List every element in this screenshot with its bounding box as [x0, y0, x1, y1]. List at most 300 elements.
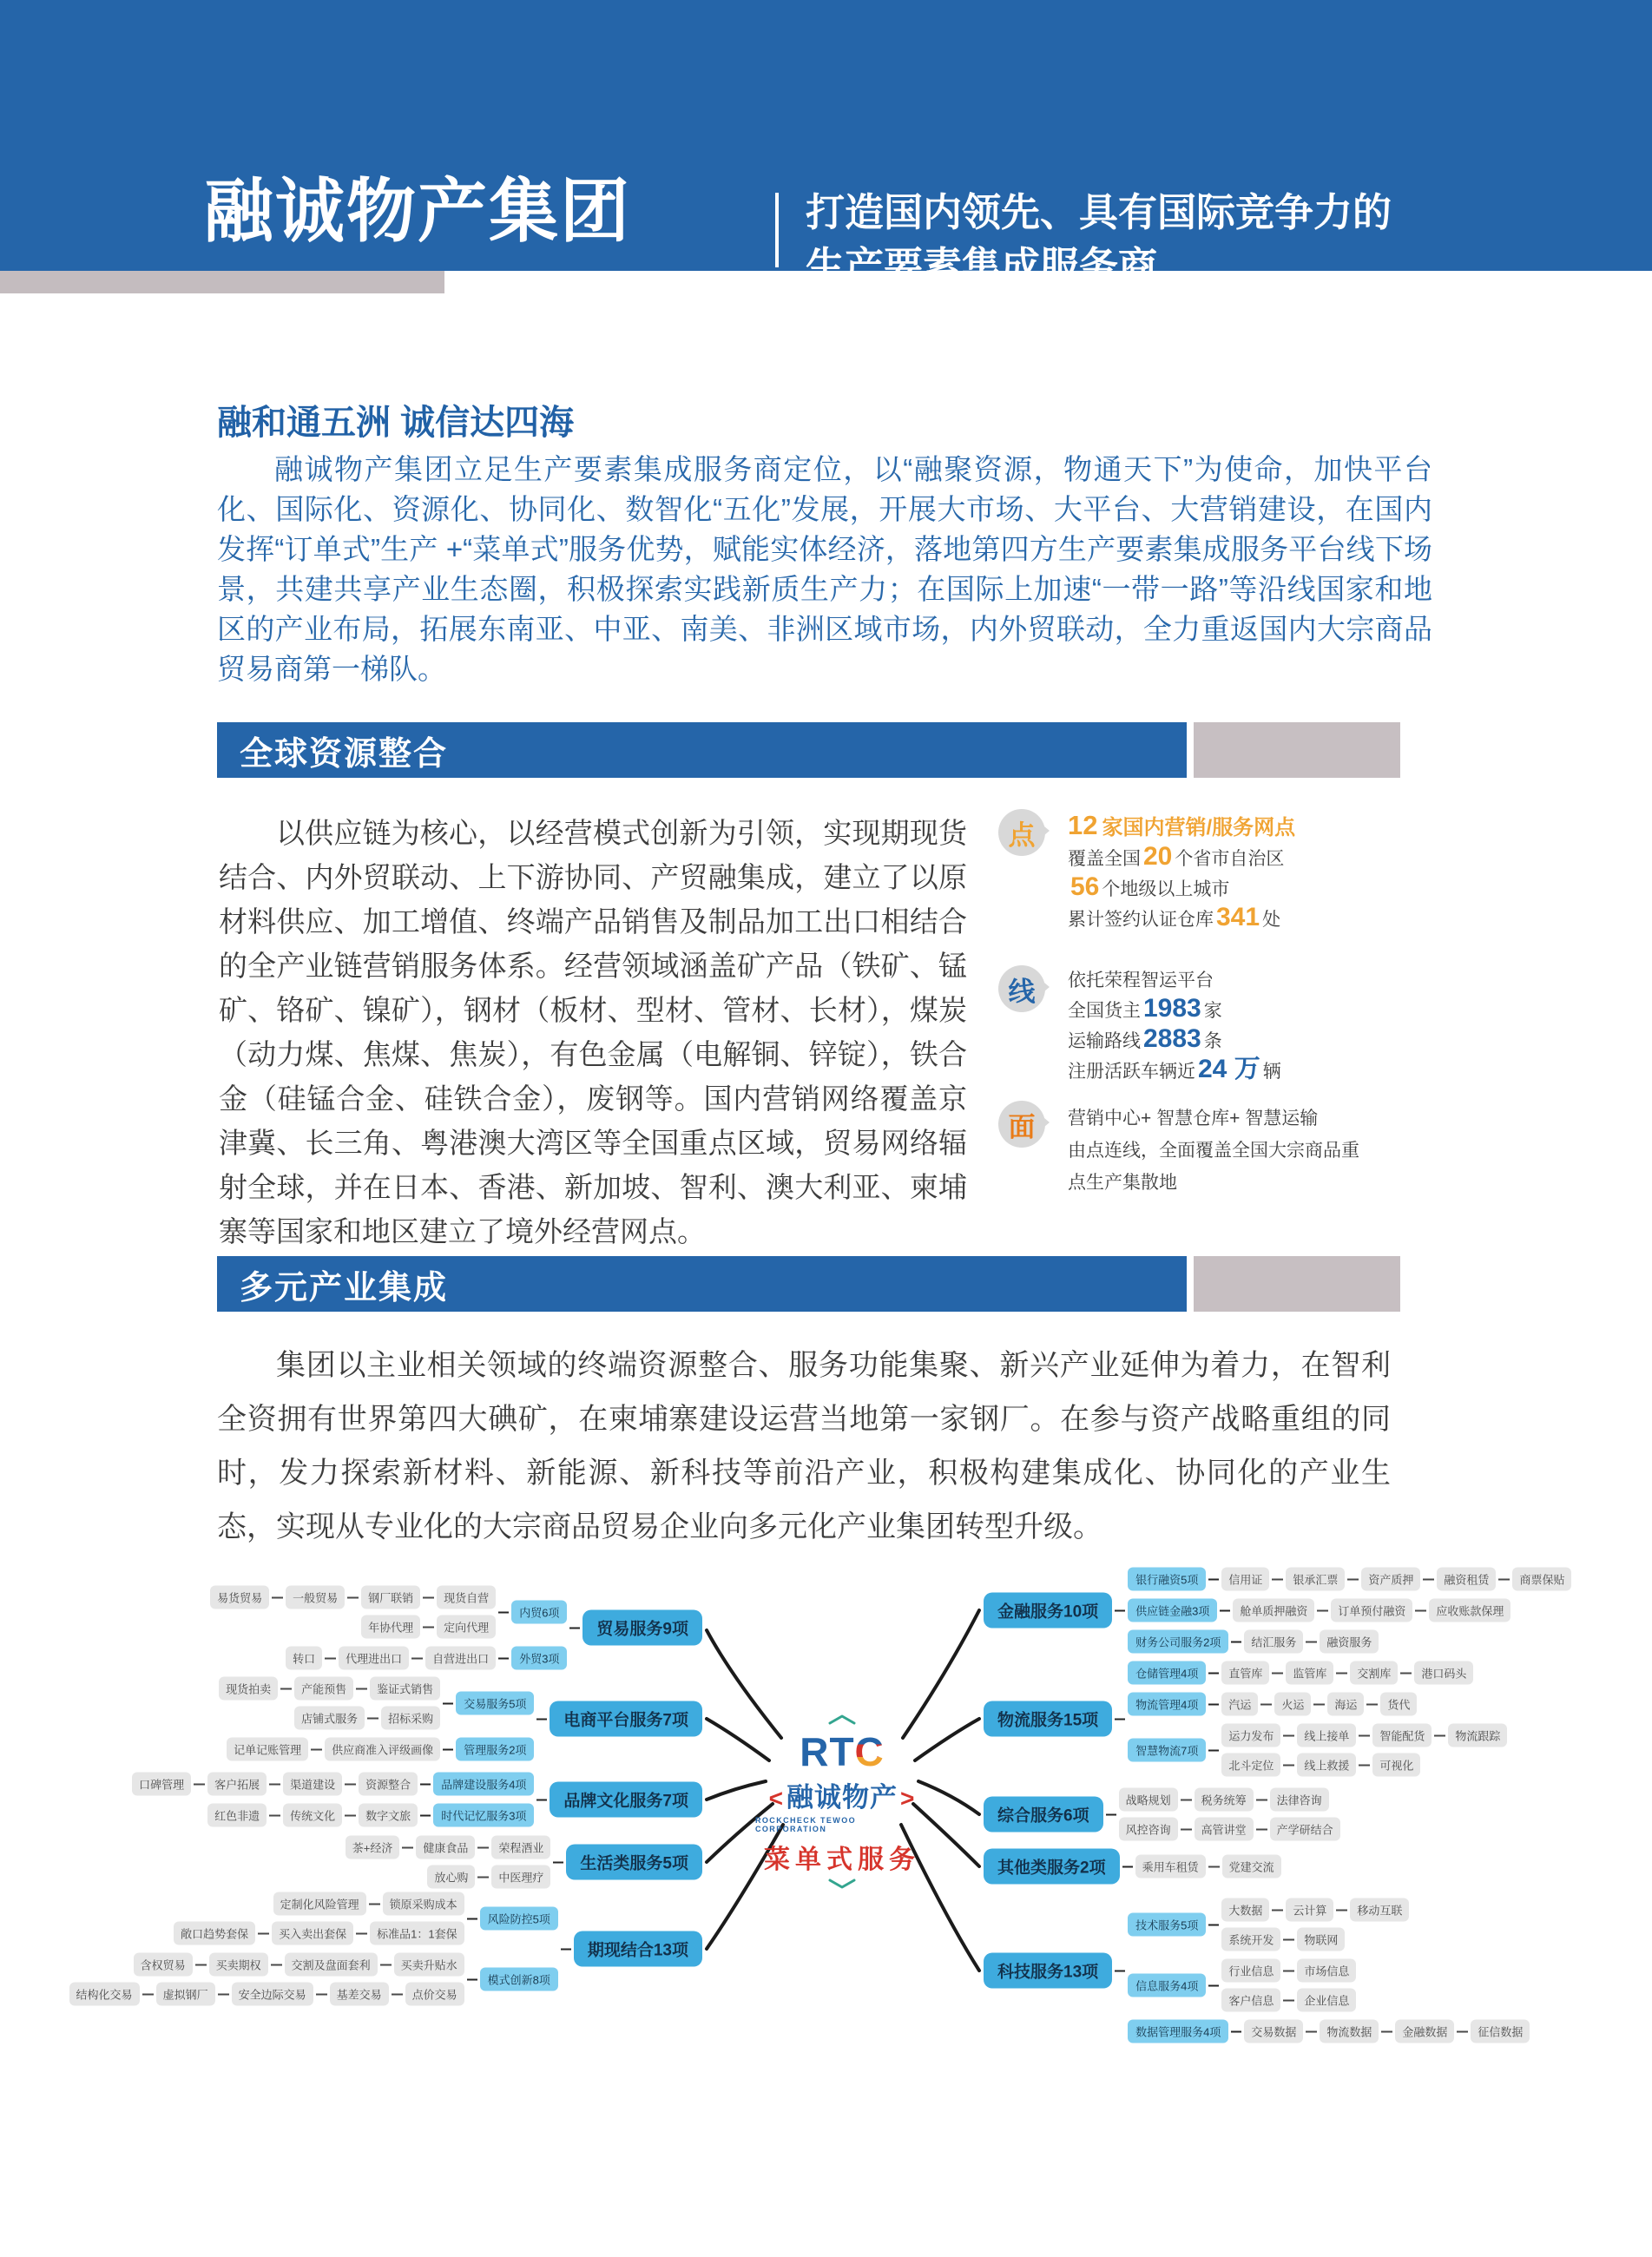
mindmap-leaf-chain — [286, 1647, 496, 1670]
mindmap-main-node: 贸易服务9项 — [582, 1610, 702, 1646]
mindmap-leaf-node: 风控咨询 — [1119, 1818, 1178, 1841]
mindmap-subgroup — [219, 1677, 534, 1730]
connector-dash — [1313, 1703, 1325, 1705]
mindmap-main-node: 期现结合13项 — [574, 1931, 702, 1967]
mindmap-leaf-node: 供应商准入评级画像 — [325, 1738, 440, 1761]
service-mindmap — [76, 1554, 1565, 2057]
slogan-line-2: 生产要素集成服务商 — [806, 244, 1158, 289]
mindmap-branch-left-1 — [219, 1677, 702, 1761]
mindmap-leaf-node: 北斗定位 — [1221, 1754, 1280, 1777]
connector-hook — [1220, 1609, 1230, 1611]
slogan-line-1: 打造国内领先、具有国际竞争力的 — [806, 190, 1392, 234]
mindmap-leaf-node: 高管讲堂 — [1195, 1818, 1254, 1841]
point-stat-lines — [1068, 809, 1295, 934]
mindmap-leaf-node: 银承汇票 — [1286, 1568, 1345, 1591]
mindmap-leaf-rows — [1221, 1898, 1409, 1951]
stat-group-line — [998, 965, 1281, 1086]
company-title: 融诚物产集团 — [204, 173, 631, 250]
mindmap-sub-column — [1128, 1898, 1530, 2043]
connector-hook — [1208, 1578, 1219, 1580]
section-bar-blue — [217, 722, 1187, 778]
mindmap-branch-left-0 — [210, 1586, 702, 1670]
mindmap-branch-left-3 — [346, 1836, 702, 1889]
mindmap-leaf-node: 战略规划 — [1119, 1788, 1178, 1812]
mindmap-leaf-rows — [210, 1586, 496, 1639]
connector-dash — [345, 1783, 356, 1785]
connector-hook — [498, 1657, 509, 1659]
mindmap-subgroup — [207, 1804, 534, 1827]
line-stat-lines — [1068, 965, 1281, 1086]
mindmap-main-node: 生活类服务5项 — [566, 1845, 702, 1880]
connector-hook — [1231, 1641, 1241, 1642]
mindmap-leaf-node: 结汇服务 — [1244, 1630, 1303, 1654]
mindmap-sub-node: 管理服务2项 — [456, 1738, 534, 1761]
mindmap-leaf-node: 市场信息 — [1297, 1959, 1356, 1983]
connector-dash — [194, 1783, 205, 1785]
connector-dash — [218, 1993, 229, 1995]
connector-dash — [1208, 1865, 1220, 1867]
mindmap-leaf-node: 红色非遗 — [207, 1804, 267, 1827]
line-badge-icon: 线 — [998, 965, 1045, 1012]
connector-dash — [269, 1814, 280, 1816]
mindmap-sub-column — [1128, 1661, 1507, 1777]
mindmap-sub-node: 仓储管理4项 — [1128, 1661, 1206, 1685]
mindmap-leaf-node: 客户拓展 — [207, 1773, 267, 1796]
intro-heading: 融和通五洲 诚信达四海 — [217, 404, 575, 442]
connector-dash — [1317, 1609, 1328, 1611]
connector-dash — [411, 1657, 423, 1659]
mindmap-branch-left-2 — [132, 1773, 702, 1827]
mindmap-leaf-node: 资产质押 — [1361, 1568, 1420, 1591]
mindmap-leaf-node: 可视化 — [1372, 1754, 1420, 1777]
mindmap-leaf-node: 物联网 — [1297, 1928, 1345, 1951]
connector-dash — [1306, 2030, 1317, 2032]
mindmap-leaf-node: 自营进出口 — [425, 1647, 496, 1670]
connector-dash — [423, 1626, 434, 1628]
mindmap-subgroup — [1128, 1599, 1510, 1622]
section-bar-gray-block — [1194, 1256, 1400, 1312]
connector-dash — [380, 1964, 392, 1965]
mindmap-leaf-node: 税务统筹 — [1195, 1788, 1254, 1812]
point-badge-icon: 点 — [998, 809, 1045, 856]
mindmap-leaf-node: 结构化交易 — [69, 1983, 140, 2006]
mindmap-main-node: 金融服务10项 — [984, 1593, 1112, 1629]
mindmap-leaf-rows — [1221, 1959, 1356, 2012]
mindmap-subgroup — [1128, 1724, 1507, 1777]
connector-hook — [443, 1748, 453, 1750]
mindmap-main-node: 科技服务13项 — [984, 1953, 1112, 1989]
mindmap-leaf-chain — [1221, 1898, 1409, 1922]
mindmap-leaf-rows — [286, 1647, 496, 1670]
section-bar-global-resources — [217, 722, 1400, 778]
mindmap-leaf-node: 敞口趋势套保 — [174, 1922, 255, 1945]
mindmap-leaf-node: 交割库 — [1350, 1661, 1398, 1685]
line-line-1: 依托荣程智运平台 — [1068, 971, 1214, 990]
mindmap-leaf-node: 转口 — [286, 1647, 322, 1670]
mindmap-leaf-node: 客户信息 — [1221, 1989, 1280, 2012]
intro-paragraph: 融诚物产集团立足生产要素集成服务商定位，以“融聚资源，物通天下”为使命，加快平台化、国际化、资源化、协同化、数智化“五化”发展，开展大市场、大平台、大营销建设，在国内发挥“订单式”生产 +“菜单式”服务优势，赋能实体经济，落地第四方生产要素集成服务平台线下场景，共建共享产业生态圈，积极探索实践新质生产力；在国际上加速“一带一路”等沿线国家和地区的产业布局，拓展东南亚、中亚、南美、非洲区域市场，内外贸联动，全力重返国内大宗商品贸易商第一梯队。 — [217, 453, 1432, 685]
connector-hook — [420, 1783, 431, 1785]
point-line-3: 56 个地级以上城市 — [1070, 872, 1230, 901]
left-bracket: < — [768, 1785, 784, 1813]
mindmap-subgroup — [286, 1647, 567, 1670]
mindmap-leaf-rows — [1221, 1724, 1507, 1777]
mindmap-leaf-chain — [134, 1953, 464, 1977]
mindmap-leaf-rows — [1244, 1630, 1379, 1654]
mindmap-leaf-node: 钢厂联销 — [361, 1586, 420, 1609]
mindmap-sub-node: 技术服务5项 — [1128, 1913, 1206, 1937]
connector-dash — [1423, 1578, 1434, 1580]
mindmap-leaf-node: 虚拟钢厂 — [156, 1983, 215, 2006]
connector-hook — [1115, 1609, 1125, 1611]
mindmap-leaf-chain — [1244, 2020, 1530, 2043]
connector-dash — [345, 1814, 356, 1816]
section1-paragraph: 以供应链为核心，以经营模式创新为引领，实现期现货结合、内外贸联动、上下游协同、产贸融集成，建立了以原材料供应、加工增值、终端产品销售及制品加工出口相结合的全产业链营销服务体系。经营领域涵盖矿产品（铁矿、锰矿、铬矿、镍矿），钢材（板材、型材、管材、长材），煤炭（动力煤、焦煤、焦炭），有色金属（电解铜、锌锭），铁合金（硅锰合金、硅铁合金），废钢等。国内营销网络覆盖京津冀、长三角、粤港澳大湾区等全国重点区域，贸易网络辐射全球，并在日本、香港、新加坡、智利、澳大利亚、柬埔寨等国家和地区建立了境外经营网点。 — [219, 817, 967, 1247]
mindmap-leaf-node: 金融数据 — [1395, 2020, 1454, 2043]
point-line-4: 累计签约认证仓库 341 处 — [1068, 903, 1281, 931]
connector-hook — [1208, 1984, 1219, 1986]
connector-hook — [443, 1702, 453, 1704]
line-line-2: 全国货主 1983 家 — [1068, 994, 1222, 1023]
mindmap-subgroup — [1135, 1855, 1281, 1879]
mindmap-branch-left-4 — [69, 1892, 702, 2006]
mindmap-sub-node: 物流管理4项 — [1128, 1693, 1206, 1716]
mindmap-leaf-node: 海运 — [1327, 1693, 1364, 1716]
connector-dash — [1256, 1828, 1267, 1830]
mindmap-leaf-node: 法律咨询 — [1270, 1788, 1329, 1812]
mindmap-leaf-chain — [1221, 1724, 1507, 1747]
connector-dash — [1498, 1578, 1510, 1580]
connector-dash — [195, 1964, 207, 1965]
header-slogan — [806, 186, 1392, 293]
mindmap-leaf-node: 行业信息 — [1221, 1959, 1280, 1983]
mindmap-leaf-node: 买卖升贴水 — [394, 1953, 464, 1977]
mindmap-leaf-node: 云计算 — [1286, 1898, 1333, 1922]
mindmap-subgroup — [1128, 1898, 1409, 1951]
mindmap-leaf-node: 物流跟踪 — [1448, 1724, 1507, 1747]
connector-dash — [1366, 1703, 1378, 1705]
mindmap-branch-right-3 — [984, 1849, 1281, 1885]
mindmap-leaf-node: 基差交易 — [330, 1983, 389, 2006]
connector-hook — [561, 1948, 571, 1950]
connector-hook — [1208, 1703, 1219, 1705]
connector-dash — [367, 1717, 378, 1719]
mindmap-leaf-rows — [1221, 1568, 1571, 1591]
connector-dash — [1347, 1578, 1359, 1580]
mindmap-sub-column — [219, 1677, 534, 1761]
mindmap-leaf-node: 健康食品 — [416, 1836, 475, 1859]
connector-dash — [1283, 1970, 1294, 1971]
mindmap-leaf-node: 数字文旅 — [359, 1804, 418, 1827]
mindmap-leaf-node: 渠道建设 — [283, 1773, 342, 1796]
mindmap-sub-node: 内贸6项 — [511, 1601, 567, 1624]
mindmap-leaf-rows — [227, 1738, 440, 1761]
mindmap-leaf-node: 放心购 — [427, 1865, 475, 1889]
mindmap-leaf-node: 融资租赁 — [1437, 1568, 1496, 1591]
mindmap-leaf-chain — [132, 1773, 418, 1796]
connector-dash — [1181, 1828, 1192, 1830]
mindmap-leaf-node: 定向代理 — [437, 1615, 496, 1639]
mindmap-leaf-node: 标准品1：1套保 — [370, 1922, 464, 1945]
menu-service-label: 菜单式服务 — [764, 1846, 920, 1875]
mindmap-leaf-node: 口碑管理 — [132, 1773, 191, 1796]
section2-title: 多元产业集成 — [240, 1269, 449, 1306]
area-line-3: 点生产集散地 — [1068, 1173, 1177, 1193]
connector-dash — [477, 1876, 489, 1878]
connector-dash — [392, 1993, 403, 1995]
connector-dash — [258, 1932, 269, 1934]
connector-hook — [536, 1799, 547, 1800]
mindmap-leaf-rows — [207, 1804, 418, 1827]
mindmap-leaf-rows — [1119, 1788, 1340, 1841]
section-bar-diversified-industry — [217, 1256, 1400, 1312]
section2-paragraph: 集团以主业相关领域的终端资源整合、服务功能集聚、新兴产业延伸为着力，在智利全资拥有世界第四大碘矿，在柬埔寨建设运营当地第一家钢厂。在参与资产战略重组的同时，发力探索新材料、新能源、新科技等前沿产业，积极构建集成化、协同化的产业生态，实现从专业化的大宗商品贸易企业向多元化产业集团转型升级。 — [217, 1349, 1391, 1543]
mindmap-sub-node: 模式创新8项 — [480, 1968, 558, 1991]
mindmap-leaf-chain — [210, 1586, 496, 1609]
connector-hook — [1122, 1865, 1133, 1867]
area-stat-lines — [1068, 1101, 1359, 1199]
mindmap-sub-node: 银行融资5项 — [1128, 1568, 1206, 1591]
mindmap-leaf-chain — [361, 1615, 496, 1639]
mindmap-leaf-node: 资源整合 — [359, 1773, 418, 1796]
chevron-down-icon — [827, 1878, 857, 1890]
mindmap-leaf-node: 线上救援 — [1297, 1754, 1356, 1777]
point-headline: 12 家国内营销/服务网点 — [1068, 810, 1296, 840]
mindmap-sub-node: 风险防控5项 — [480, 1907, 558, 1931]
mindmap-sub-column — [69, 1892, 558, 2006]
company-name-en: ROCKCHECK TEWOO CORPORATION — [755, 1816, 856, 1834]
mindmap-leaf-node: 传统文化 — [283, 1804, 342, 1827]
right-bracket: > — [900, 1785, 916, 1813]
mindmap-leaf-chain — [1119, 1818, 1340, 1841]
connector-dash — [1415, 1609, 1426, 1611]
connector-hook — [553, 1861, 563, 1863]
line-line-3: 运输路线 2883 条 — [1068, 1024, 1222, 1053]
mindmap-leaf-node: 店铺式服务 — [294, 1707, 365, 1730]
mindmap-leaf-node: 交易数据 — [1244, 2020, 1303, 2043]
mindmap-leaf-chain — [1221, 1661, 1473, 1685]
mindmap-subgroup — [1119, 1788, 1340, 1841]
connector-dash — [369, 1903, 380, 1905]
mindmap-sub-column — [1128, 1568, 1571, 1654]
mindmap-sub-node: 信息服务4项 — [1128, 1974, 1206, 1997]
mindmap-subgroup — [1128, 2020, 1530, 2043]
mindmap-leaf-rows — [1221, 1661, 1473, 1685]
area-line-2: 由点连线，全面覆盖全国大宗商品重 — [1068, 1141, 1359, 1161]
mindmap-leaf-chain — [1221, 1989, 1356, 2012]
mindmap-leaf-node: 荣程酒业 — [491, 1836, 550, 1859]
connector-hook — [569, 1627, 580, 1629]
mindmap-leaf-node: 现货拍卖 — [219, 1677, 278, 1701]
header-divider — [775, 193, 779, 267]
mindmap-leaf-rows — [1135, 1855, 1281, 1879]
mindmap-leaf-node: 货代 — [1380, 1693, 1417, 1716]
connector-dash — [142, 1993, 154, 1995]
mindmap-sub-node: 智慧物流7项 — [1128, 1739, 1206, 1762]
mindmap-subgroup — [69, 1953, 558, 2006]
connector-dash — [423, 1596, 434, 1598]
mindmap-center-node — [755, 1712, 929, 1892]
connector-dash — [356, 1932, 367, 1934]
mindmap-subgroup — [1128, 1959, 1356, 2012]
mindmap-sub-node: 外贸3项 — [511, 1647, 567, 1670]
mindmap-leaf-node: 买卖期权 — [209, 1953, 268, 1977]
line-line-4: 注册活跃车辆近 24 万 辆 — [1068, 1055, 1281, 1083]
mindmap-sub-node: 品牌建设服务4项 — [433, 1773, 534, 1796]
mindmap-leaf-chain — [427, 1865, 550, 1889]
mindmap-leaf-node: 锁原采购成本 — [383, 1892, 464, 1916]
area-line-1: 营销中心+ 智慧仓库+ 智慧运输 — [1068, 1109, 1319, 1128]
mindmap-leaf-node: 招标采购 — [381, 1707, 440, 1730]
mindmap-leaf-node: 易货贸易 — [210, 1586, 269, 1609]
stat-group-point — [998, 809, 1295, 934]
connector-dash — [1256, 1799, 1267, 1800]
mindmap-leaf-chain — [1135, 1855, 1281, 1879]
mindmap-leaf-node: 物流数据 — [1320, 2020, 1379, 2043]
connector-dash — [1336, 1909, 1347, 1911]
mindmap-branch-right-1 — [984, 1661, 1507, 1777]
mindmap-leaf-node: 应收账款保理 — [1429, 1599, 1510, 1622]
mindmap-leaf-chain — [1244, 1630, 1379, 1654]
connector-hook — [467, 1978, 477, 1980]
mindmap-main-node: 其他类服务2项 — [984, 1849, 1120, 1885]
header-gray-strip — [0, 271, 444, 293]
company-name-cn: <融诚物产 > — [768, 1782, 916, 1813]
mindmap-sub-node: 供应链金融3项 — [1128, 1599, 1217, 1622]
mindmap-branch-right-0 — [984, 1568, 1571, 1654]
connector-hook — [1115, 1970, 1125, 1971]
mindmap-subgroup — [227, 1738, 534, 1761]
connector-dash — [1359, 1764, 1370, 1766]
mindmap-leaf-node: 运力发布 — [1221, 1724, 1280, 1747]
connector-hook — [1208, 1749, 1219, 1751]
mindmap-leaf-node: 智能配货 — [1372, 1724, 1432, 1747]
mindmap-subgroup — [1128, 1661, 1473, 1685]
mindmap-sub-column — [1135, 1855, 1281, 1879]
connector-hook — [1208, 1672, 1219, 1674]
connector-dash — [356, 1688, 367, 1689]
section1-title: 全球资源整合 — [240, 735, 449, 773]
mindmap-branch-right-4 — [984, 1898, 1530, 2043]
mindmap-leaf-node: 汽运 — [1221, 1693, 1258, 1716]
area-badge-icon: 面 — [998, 1101, 1045, 1148]
mindmap-leaf-node: 买入卖出套保 — [272, 1922, 353, 1945]
mindmap-leaf-node: 含权贸易 — [134, 1953, 193, 1977]
mindmap-leaf-node: 大数据 — [1221, 1898, 1269, 1922]
connector-dash — [271, 1964, 282, 1965]
connector-hook — [467, 1918, 477, 1919]
mindmap-leaf-chain — [1221, 1928, 1345, 1951]
header-band — [0, 0, 1652, 289]
mindmap-leaf-chain — [219, 1677, 440, 1701]
connector-dash — [1283, 1999, 1294, 2001]
mindmap-leaf-rows — [69, 1953, 464, 2006]
connector-dash — [1272, 1909, 1283, 1911]
mindmap-sub-column — [346, 1836, 551, 1889]
mindmap-leaf-chain — [1233, 1599, 1510, 1622]
connector-dash — [1260, 1703, 1272, 1705]
mindmap-leaf-chain — [1221, 1693, 1417, 1716]
mindmap-leaf-node: 点价交易 — [405, 1983, 464, 2006]
mindmap-leaf-chain — [1221, 1959, 1356, 1983]
connector-dash — [1381, 2030, 1392, 2032]
mindmap-leaf-node: 鉴证式销售 — [370, 1677, 440, 1701]
mindmap-leaf-chain — [1221, 1754, 1420, 1777]
mindmap-leaf-node: 中医理疗 — [491, 1865, 550, 1889]
mindmap-subgroup — [1128, 1630, 1379, 1654]
mindmap-leaf-rows — [1244, 2020, 1530, 2043]
connector-dash — [1283, 1938, 1294, 1940]
mindmap-leaf-node: 直管库 — [1221, 1661, 1269, 1685]
connector-dash — [280, 1688, 292, 1689]
connector-dash — [1457, 2030, 1468, 2032]
connector-hook — [536, 1718, 547, 1720]
connector-hook — [420, 1814, 431, 1816]
mindmap-sub-column — [210, 1586, 567, 1670]
mindmap-leaf-rows — [1221, 1693, 1417, 1716]
mindmap-leaf-node: 党建交流 — [1222, 1855, 1281, 1879]
mindmap-leaf-rows — [1233, 1599, 1510, 1622]
mindmap-leaf-rows — [132, 1773, 418, 1796]
mindmap-leaf-node: 定制化风险管理 — [273, 1892, 366, 1916]
connector-dash — [347, 1596, 359, 1598]
connector-dash — [316, 1993, 327, 1995]
mindmap-leaf-rows — [174, 1892, 464, 1945]
mindmap-sub-node: 交易服务5项 — [456, 1692, 534, 1715]
mindmap-leaf-chain — [294, 1707, 440, 1730]
mindmap-leaf-node: 系统开发 — [1221, 1928, 1280, 1951]
chevron-up-icon — [827, 1714, 857, 1726]
connector-dash — [402, 1846, 413, 1848]
mindmap-sub-node: 财务公司服务2项 — [1128, 1630, 1228, 1654]
mindmap-leaf-node: 舱单质押融资 — [1233, 1599, 1314, 1622]
connector-hook — [1231, 2030, 1241, 2032]
mindmap-leaf-node: 移动互联 — [1350, 1898, 1409, 1922]
connector-dash — [269, 1783, 280, 1785]
mindmap-leaf-node: 记单记账管理 — [227, 1738, 308, 1761]
mindmap-sub-node: 数据管理服务4项 — [1128, 2020, 1228, 2043]
mindmap-leaf-node: 代理进出口 — [339, 1647, 409, 1670]
point-line-2: 覆盖全国 20 个省市自治区 — [1068, 842, 1285, 871]
mindmap-subgroup — [132, 1773, 534, 1796]
connector-dash — [325, 1657, 336, 1659]
connector-dash — [1400, 1672, 1412, 1674]
connector-dash — [1306, 1641, 1317, 1642]
mindmap-leaf-node: 年协代理 — [361, 1615, 420, 1639]
mindmap-leaf-node: 产能预售 — [294, 1677, 353, 1701]
mindmap-leaf-chain — [207, 1804, 418, 1827]
mindmap-sub-column — [1119, 1788, 1340, 1841]
mindmap-leaf-node: 信用证 — [1221, 1568, 1269, 1591]
mindmap-subgroup — [1128, 1568, 1571, 1591]
mindmap-sub-node: 时代记忆服务3项 — [433, 1804, 534, 1827]
connector-hook — [498, 1611, 509, 1613]
connector-dash — [1283, 1764, 1294, 1766]
mindmap-leaf-node: 征信数据 — [1471, 2020, 1530, 2043]
connector-dash — [1434, 1734, 1445, 1736]
mindmap-leaf-node: 火运 — [1274, 1693, 1311, 1716]
mindmap-subgroup — [346, 1836, 551, 1889]
mindmap-subgroup — [1128, 1693, 1417, 1716]
mindmap-leaf-node: 港口码头 — [1414, 1661, 1473, 1685]
connector-dash — [311, 1748, 322, 1750]
connector-dash — [1181, 1799, 1192, 1800]
mindmap-leaf-node: 茶+经济 — [346, 1836, 400, 1859]
mindmap-subgroup — [174, 1892, 558, 1945]
mindmap-leaf-chain — [346, 1836, 551, 1859]
connector-hook — [1115, 1718, 1125, 1720]
mindmap-leaf-chain — [273, 1892, 464, 1916]
